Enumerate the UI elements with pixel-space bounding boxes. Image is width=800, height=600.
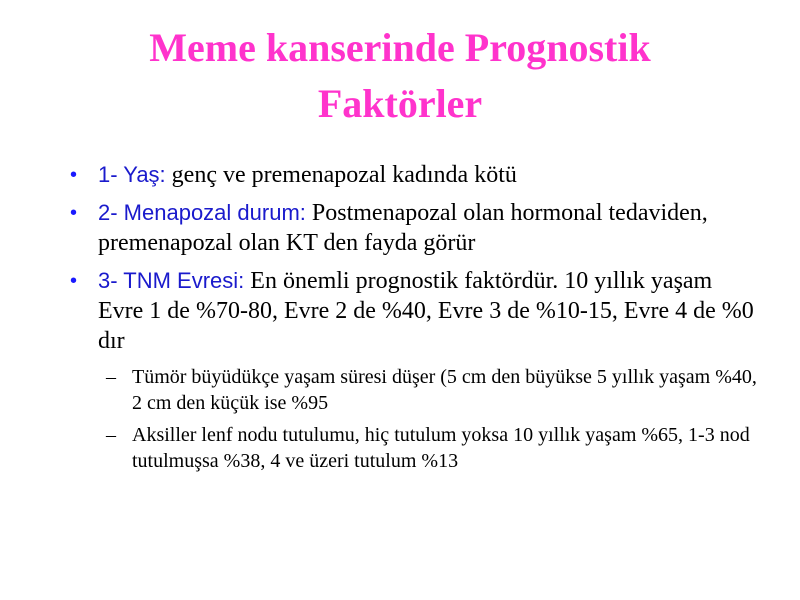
sub-bullet-tumor-size [70, 364, 760, 416]
dash-icon: – [106, 424, 116, 446]
title-line-2: Faktörler [317, 81, 483, 126]
slide-content [70, 160, 760, 480]
slide-title [40, 20, 760, 132]
bullet-dot-icon: • [70, 202, 78, 224]
bullet-dot-icon: • [70, 270, 78, 292]
sub-bullet-axillary [70, 422, 760, 474]
dash-icon: – [106, 366, 116, 388]
bullet-tnm-stage [70, 266, 760, 356]
bullet-menopause [70, 198, 760, 258]
sub-bullet-text-tumor-size: Tümör büyüdükçe yaşam süresi düşer (5 cm den büyükse 5 yıllık yaşam %40, 2 cm den küçük ise %95 [132, 366, 757, 414]
bullet-key-menopause: 2- Menapozal durum: [98, 200, 306, 225]
bullet-text-age: genç ve premenapozal kadında kötü [165, 162, 517, 188]
bullet-text-tnm: En önemli prognostik faktördür. 10 yıllık yaşam Evre 1 de %70-80, Evre 2 de %40, Evre 3 de %10-15, Evre 4 de %0 dır [98, 268, 754, 354]
bullet-dot-icon: • [70, 164, 78, 186]
bullet-text-menopause: Postmenapozal olan hormonal tedaviden, premenapozal olan KT den fayda görür [98, 200, 708, 256]
bullet-key-age: 1- Yaş: [98, 162, 166, 187]
bullet-age [70, 160, 760, 190]
sub-bullet-text-axillary: Aksiller lenf nodu tutulumu, hiç tutulum yoksa 10 yıllık yaşam %65, 1-3 nod tutulmuşsa %38, 4 ve üzeri tutulum %13 [132, 424, 750, 472]
bullet-key-tnm: 3- TNM Evresi: [98, 268, 245, 293]
title-line-1: Meme kanserinde Prognostik [149, 25, 651, 70]
